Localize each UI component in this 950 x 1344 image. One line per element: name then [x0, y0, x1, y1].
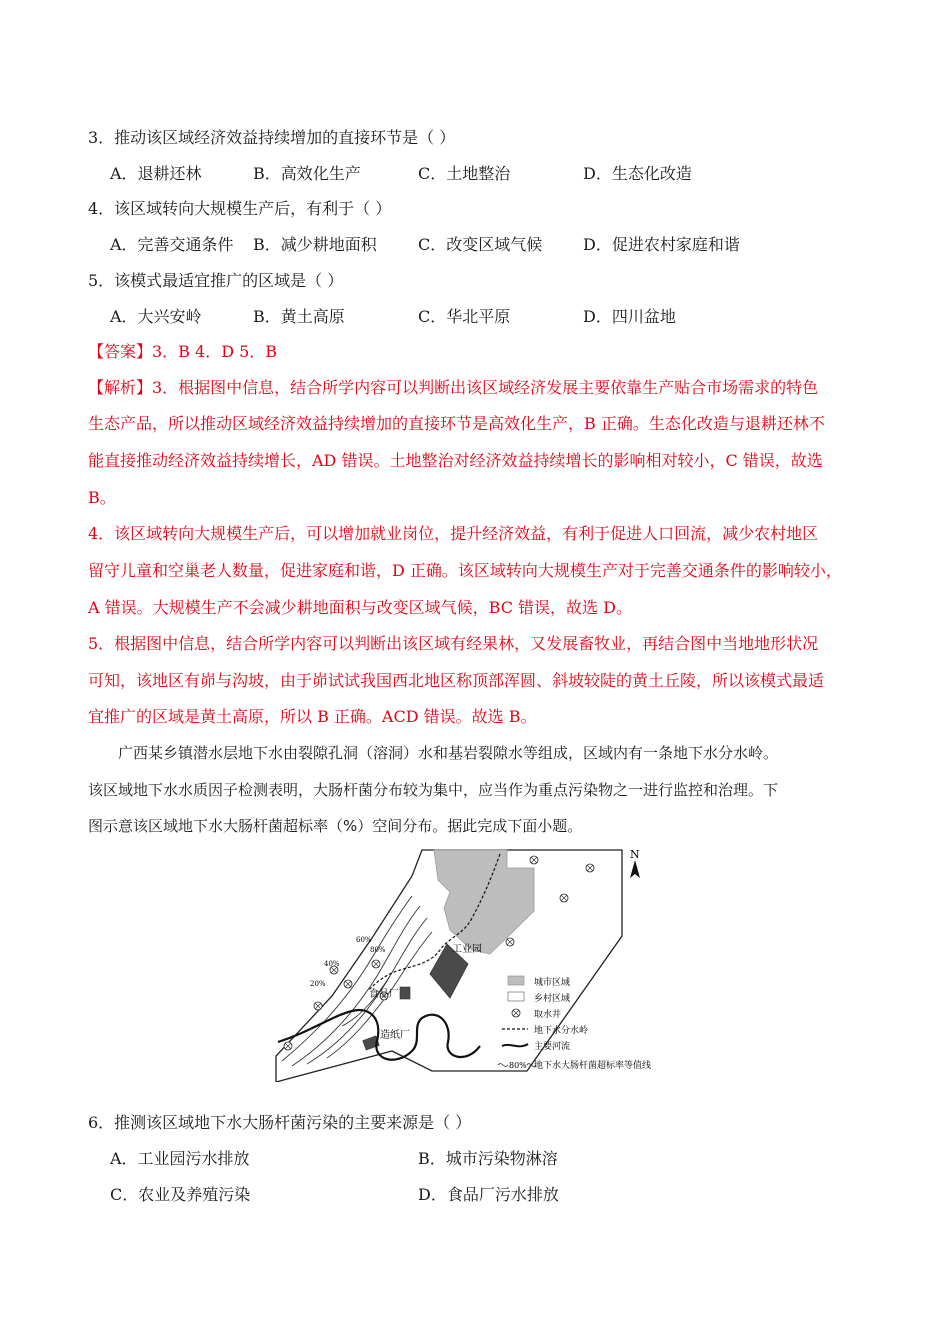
question-6-option-a: A．工业园污水排放 [110, 1149, 250, 1168]
question-4-stem: 4．该区域转向大规模生产后，有利于（ ） [88, 199, 392, 218]
question-4-option-b: B．减少耕地面积 [253, 235, 377, 254]
passage-line: 广西某乡镇潜水层地下水由裂隙孔洞（溶洞）水和基岩裂隙水等组成，区域内有一条地下水分水岭。 [118, 744, 779, 762]
question-6-stem: 6．推测该区域地下水大肠杆菌污染的主要来源是（ ） [88, 1113, 472, 1132]
legend-city-swatch [508, 976, 524, 985]
legend-contour-value: 80% [509, 1061, 527, 1070]
paper-mill-label: 造纸厂 [380, 1030, 410, 1041]
north-label: N [630, 848, 640, 861]
legend-city-label: 城市区域 [534, 978, 571, 988]
question-5-option-d: D．四川盆地 [583, 307, 676, 326]
analysis-line: 能直接推动经济效益持续增长，AD 错误。土地整治对经济效益持续增长的影响相对较小，C 错误，故选 [88, 451, 823, 470]
question-3-option-b: B．高效化生产 [253, 164, 361, 183]
legend-contour-label: 地下水大肠杆菌超标率等值线 [534, 1061, 652, 1071]
north-arrow-icon [630, 860, 640, 878]
contour-label-80: 80% [370, 946, 386, 954]
analysis-line: 【解析】3．根据图中信息，结合所学内容可以判断出该区域经济发展主要依靠生产贴合市场需求的特色 [88, 378, 819, 397]
question-5-option-c: C．华北平原 [418, 307, 511, 326]
food-factory [400, 987, 410, 999]
question-4-option-c: C．改变区域气候 [418, 235, 543, 254]
analysis-line: 5．根据图中信息，结合所学内容可以判断出该区域有经果林，又发展畜牧业，再结合图中当地地形状况 [88, 634, 819, 653]
contour-label-60: 60% [356, 936, 372, 944]
question-3-option-c: C．土地整治 [418, 164, 511, 183]
analysis-line: A 错误。大规模生产不会减少耕地面积与改变区域气候，BC 错误，故选 D。 [88, 598, 632, 617]
question-6-option-b: B．城市污染物淋溶 [418, 1149, 558, 1168]
analysis-line: 可知，该地区有峁与沟坡，由于峁试试我国西北地区称顶部浑圆、斜坡较陡的黄土丘陵，所以该模式最适 [88, 671, 825, 690]
contour-label-40: 40% [324, 960, 340, 968]
question-4-option-d: D．促进农村家庭和谐 [583, 235, 740, 254]
legend-well-label: 取水井 [534, 1010, 562, 1020]
answer-line: 【答案】3．B 4．D 5．B [88, 342, 278, 361]
analysis-line: 生态产品，所以推动区域经济效益持续增加的直接环节是高效化生产，B 正确。生态化改造与退耕还林不 [88, 414, 825, 433]
question-5-option-b: B．黄土高原 [253, 307, 345, 326]
legend-rural-swatch [508, 992, 524, 1001]
groundwater-ecoli-map [272, 846, 692, 1082]
question-3-stem: 3．推动该区域经济效益持续增加的直接环节是（ ） [88, 128, 456, 147]
legend-divide-label: 地下水分水岭 [534, 1026, 589, 1036]
question-4-option-a: A．完善交通条件 [110, 235, 234, 254]
question-6-option-d: D．食品厂污水排放 [418, 1185, 559, 1204]
passage-line: 该区域地下水水质因子检测表明，大肠杆菌分布较为集中，应当作为重点污染物之一进行监控和治理。下 [88, 781, 779, 799]
legend-rural-label: 乡村区域 [534, 994, 571, 1004]
question-6-option-c: C．农业及养殖污染 [110, 1185, 251, 1204]
contour-label-20: 20% [310, 980, 326, 988]
food-factory-label: 食品厂 [369, 989, 399, 1000]
question-3-option-d: D．生态化改造 [583, 164, 692, 183]
question-5-stem: 5．该模式最适宜推广的区域是（ ） [88, 271, 344, 290]
question-5-option-a: A．大兴安岭 [110, 307, 202, 326]
question-3-option-a: A．退耕还林 [110, 164, 202, 183]
analysis-line: B。 [88, 488, 116, 507]
industrial-park-label: 工业园 [452, 944, 482, 955]
analysis-line: 4．该区域转向大规模生产后，可以增加就业岗位，提升经济效益，有利于促进人口回流，减少农村地区 [88, 524, 819, 543]
passage-line: 图示意该区域地下水大肠杆菌超标率（%）空间分布。据此完成下面小题。 [88, 817, 583, 835]
legend-river-label: 主要河流 [534, 1042, 571, 1052]
analysis-line: 宜推广的区域是黄土高原，所以 B 正确。ACD 错误。故选 B。 [88, 707, 537, 726]
analysis-line: 留守儿童和空巢老人数量，促进家庭和谐，D 正确。该区域转向大规模生产对于完善交通条件的影响较小， [88, 561, 842, 580]
